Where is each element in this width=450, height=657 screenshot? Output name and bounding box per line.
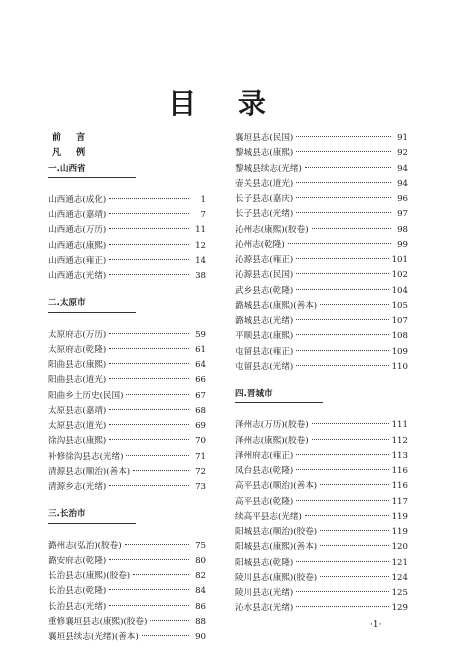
- toc-entry: [48, 193, 206, 208]
- toc-entry-title: 平顺县志(康熙): [235, 331, 294, 342]
- dot-leader: [109, 332, 189, 334]
- dot-leader: [312, 438, 389, 440]
- dot-leader: [296, 288, 388, 290]
- toc-entry-page: 71: [195, 451, 206, 462]
- section-heading: 三.长治市: [48, 507, 136, 523]
- toc-entry-title: 屯留县志(光绪): [235, 361, 294, 372]
- toc-entry: [235, 434, 408, 449]
- toc-entry-page: 129: [391, 603, 408, 614]
- toc-entry-title: 襄垣县续志(光绪)(善本): [48, 632, 139, 642]
- toc-entry-page: 125: [391, 588, 408, 598]
- section-list: [235, 131, 408, 375]
- toc-entry-title: 沁州志(康熙)(胶卷): [235, 224, 309, 235]
- toc-entry-title: 阳城县志(顺治)(胶卷): [235, 527, 318, 537]
- dot-leader: [125, 543, 189, 545]
- dot-leader: [133, 469, 189, 471]
- dot-leader: [296, 272, 388, 274]
- toc-entry: [48, 343, 206, 358]
- toc-entry-page: 119: [391, 527, 408, 537]
- toc-front-preface: 前 言: [52, 133, 92, 143]
- toc-entry: [48, 630, 206, 645]
- dot-leader: [109, 227, 189, 229]
- toc-entry-page: 84: [195, 586, 206, 597]
- toc-entry-page: 110: [391, 361, 408, 372]
- toc-entry-page: 124: [391, 572, 408, 583]
- toc-entry: [48, 465, 206, 480]
- toc-entry-title: 潞州志(弘治)(胶卷): [48, 540, 122, 551]
- dot-leader: [296, 196, 391, 198]
- toc-entry-page: 72: [195, 466, 206, 477]
- toc-entry-page: 116: [391, 481, 408, 492]
- toc-entry: [235, 253, 408, 268]
- toc-entry-page: 104: [391, 285, 408, 296]
- toc-entry: [235, 525, 408, 540]
- toc-entry-title: 潞安府志(乾隆): [48, 555, 107, 566]
- toc-entry: [235, 238, 408, 253]
- toc-entry: [48, 208, 206, 223]
- toc-entry: [48, 223, 206, 238]
- dot-leader: [296, 499, 388, 501]
- section-heading: 四.晋城市: [235, 387, 323, 403]
- toc-entry-title: 沁水县志(光绪): [235, 603, 294, 614]
- toc-entry: [235, 586, 408, 601]
- toc-entry-title: 壶关县志(道光): [235, 178, 294, 189]
- toc-entry-page: 67: [195, 390, 206, 401]
- dot-leader: [305, 514, 389, 516]
- toc-entry-page: 82: [195, 571, 206, 581]
- toc-entry: [48, 615, 206, 630]
- toc-entry-page: 14: [195, 255, 206, 266]
- toc-entry-title: 山西通志(光绪): [48, 271, 107, 281]
- dot-leader: [296, 590, 388, 592]
- toc-column-left: [48, 131, 206, 645]
- toc-entry-title: 山西通志(康熙): [48, 240, 107, 251]
- toc-entry-title: 阳曲县志(道光): [48, 375, 107, 386]
- toc-entry: [235, 284, 408, 299]
- toc-entry-page: 7: [200, 210, 206, 220]
- toc-entry: [235, 479, 408, 494]
- dot-leader: [296, 135, 391, 137]
- dot-leader: [109, 408, 189, 410]
- dot-leader: [109, 362, 189, 364]
- dot-leader: [109, 438, 189, 440]
- dot-leader: [296, 453, 388, 455]
- toc-entry-page: 96: [397, 194, 408, 204]
- section-list: [48, 539, 206, 646]
- toc-entry: [48, 358, 206, 373]
- toc-entry-title: 山西通志(雍正): [48, 255, 107, 266]
- dot-leader: [126, 454, 189, 456]
- dot-leader: [312, 227, 391, 229]
- toc-entry-title: 徐沟县志(康熙): [48, 436, 107, 447]
- dot-leader: [109, 243, 189, 245]
- toc-entry: [235, 345, 408, 360]
- toc-entry: [235, 162, 408, 177]
- toc-entry: [235, 495, 408, 510]
- section-heading: 二.太原市: [48, 296, 136, 312]
- dot-leader: [296, 605, 388, 607]
- toc-entry-title: 清源乡志(光绪): [48, 482, 107, 492]
- toc-entry: [48, 569, 206, 584]
- toc-entry: [235, 449, 408, 464]
- dot-leader: [296, 211, 391, 213]
- toc-entry-page: 97: [397, 209, 408, 220]
- toc-entry-page: 88: [195, 616, 206, 627]
- toc-entry-title: 太原府志(万历): [48, 329, 107, 340]
- toc-entry-page: 108: [391, 331, 408, 342]
- dot-leader: [312, 422, 389, 424]
- toc-entry-title: 陵川县志(光绪): [235, 588, 294, 598]
- toc-entry-title: 阳曲县志(康熙): [48, 360, 107, 370]
- dot-leader: [109, 347, 189, 349]
- toc-entry-page: 12: [195, 240, 206, 251]
- toc-entry-page: 70: [195, 436, 206, 447]
- dot-leader: [320, 529, 388, 531]
- toc-entry: [48, 450, 206, 465]
- section-heading: 一.山西省: [48, 162, 136, 178]
- toc-entry: [48, 554, 206, 569]
- dot-leader: [320, 544, 388, 546]
- toc-entry-page: 101: [391, 255, 408, 265]
- dot-leader: [296, 318, 388, 320]
- toc-entry: [235, 556, 408, 571]
- dot-leader: [296, 257, 388, 259]
- toc-entry-title: 陵川县志(康熙)(胶卷): [235, 572, 318, 583]
- toc-entry-page: 73: [195, 482, 206, 492]
- toc-entry: [235, 329, 408, 344]
- toc-entry: [235, 360, 408, 375]
- dot-leader: [305, 166, 391, 168]
- toc-entry: [48, 480, 206, 495]
- toc-entry-page: 109: [391, 346, 408, 357]
- toc-entry-page: 80: [195, 555, 206, 566]
- toc-entry: [48, 269, 206, 284]
- toc-entry-title: 屯留县志(雍正): [235, 346, 294, 357]
- toc-entry-page: 68: [195, 405, 206, 416]
- toc-entry-page: 66: [195, 375, 206, 386]
- dot-leader: [109, 604, 189, 606]
- toc-entry-title: 续高平县志(光绪): [235, 511, 302, 522]
- dot-leader: [320, 303, 388, 305]
- toc-entry: [235, 418, 408, 433]
- toc-entry-title: 沁源县志(雍正): [235, 255, 294, 265]
- toc-entry: [235, 131, 408, 146]
- page-number: ·1·: [370, 620, 382, 630]
- dot-leader: [296, 349, 388, 351]
- dot-leader: [109, 484, 189, 486]
- dot-leader: [142, 634, 189, 636]
- toc-entry: [48, 328, 206, 343]
- dot-leader: [150, 619, 189, 621]
- dot-leader: [126, 393, 189, 395]
- toc-entry-title: 高平县志(顺治)(善本): [235, 481, 318, 492]
- dot-leader: [296, 364, 388, 366]
- toc-entry-page: 11: [195, 225, 206, 236]
- toc-entry-page: 121: [391, 557, 408, 568]
- toc-entry-page: 120: [391, 542, 408, 553]
- toc-entry-title: 长子县志(嘉庆): [235, 194, 294, 204]
- toc-entry-page: 117: [391, 496, 408, 507]
- dot-leader: [109, 558, 189, 560]
- toc-entry-page: 91: [397, 133, 408, 143]
- toc-entry-page: 61: [195, 344, 206, 355]
- toc-entry: [48, 389, 206, 404]
- toc-entry-title: 潞城县志(康熙)(善本): [235, 300, 318, 311]
- toc-entry: [235, 540, 408, 555]
- toc-entry: [48, 239, 206, 254]
- dot-leader: [296, 181, 391, 183]
- toc-entry-page: 98: [397, 224, 408, 235]
- toc-entry-page: 1: [200, 194, 206, 205]
- toc-entry-title: 潞城县志(光绪): [235, 316, 294, 326]
- toc-entry-title: 重修襄垣县志(康熙)(胶卷): [48, 616, 148, 627]
- toc-entry-title: 长治县志(康熙)(胶卷): [48, 571, 131, 581]
- toc-entry-title: 山西通志(万历): [48, 225, 107, 236]
- toc-entry-title: 太原县志(道光): [48, 421, 107, 431]
- toc-entry-page: 112: [391, 435, 408, 446]
- toc-entry-page: 69: [195, 421, 206, 431]
- page-title: 目 录: [168, 87, 282, 120]
- toc-entry: [48, 434, 206, 449]
- toc-entry: [48, 539, 206, 554]
- toc-entry-page: 92: [397, 148, 408, 159]
- dot-leader: [109, 212, 189, 214]
- dot-leader: [109, 258, 189, 260]
- toc-entry: [235, 146, 408, 161]
- toc-entry-page: 59: [195, 329, 206, 340]
- toc-entry-title: 武乡县志(乾隆): [235, 285, 294, 296]
- dot-leader: [296, 560, 388, 562]
- toc-entry: [48, 373, 206, 388]
- toc-entry: [235, 299, 408, 314]
- toc-entry-page: 107: [391, 316, 408, 326]
- toc-entry: [235, 268, 408, 283]
- toc-column-right: [235, 131, 408, 617]
- toc-entry-page: 119: [391, 511, 408, 522]
- toc-entry-page: 94: [397, 163, 408, 174]
- toc-entry: [235, 192, 408, 207]
- dot-leader: [109, 197, 189, 199]
- toc-entry-title: 高平县志(乾隆): [235, 496, 294, 507]
- toc-entry-title: 襄垣县志(民国): [235, 133, 294, 143]
- toc-entry: [235, 571, 408, 586]
- toc-entry-page: 99: [397, 239, 408, 250]
- toc-entry: [235, 464, 408, 479]
- dot-leader: [109, 588, 189, 590]
- toc-entry-page: 94: [397, 178, 408, 189]
- toc-entry: [235, 223, 408, 238]
- dot-leader: [320, 483, 388, 485]
- toc-entry-title: 补修徐沟县志(光绪): [48, 451, 124, 462]
- toc-entry-title: 太原县志(嘉靖): [48, 405, 107, 416]
- toc-entry-title: 泽州志(康熙)(胶卷): [235, 435, 309, 446]
- toc-entry: [48, 584, 206, 599]
- toc-entry-title: 沁州志(乾隆): [235, 239, 285, 250]
- toc-entry: [48, 419, 206, 434]
- toc-entry-title: 清源县志(顺治)(善本): [48, 466, 131, 477]
- dot-leader: [296, 333, 388, 335]
- toc-entry-page: 86: [195, 601, 206, 612]
- toc-entry-title: 长子县志(光绪): [235, 209, 294, 220]
- toc-front-conventions: 凡 例: [52, 148, 92, 159]
- toc-entry: [235, 207, 408, 222]
- toc-entry-title: 长治县志(乾隆): [48, 586, 107, 597]
- dot-leader: [296, 468, 388, 470]
- dot-leader: [296, 150, 391, 152]
- toc-entry-title: 山西通志(成化): [48, 194, 107, 205]
- dot-leader: [109, 377, 189, 379]
- toc-entry-title: 泽州府志(雍正): [235, 450, 294, 461]
- toc-entry-title: 山西通志(嘉靖): [48, 210, 107, 220]
- toc-entry-page: 38: [195, 271, 206, 281]
- dot-leader: [320, 575, 388, 577]
- toc-entry-title: 长治县志(光绪): [48, 601, 107, 612]
- dot-leader: [109, 273, 189, 275]
- toc-entry-page: 111: [391, 420, 408, 431]
- toc-entry-title: 凤台县志(乾隆): [235, 466, 294, 476]
- section-list: [48, 328, 206, 496]
- dot-leader: [133, 573, 189, 575]
- toc-entry-title: 黎城县续志(光绪): [235, 163, 302, 174]
- dot-leader: [109, 423, 189, 425]
- toc-entry-page: 102: [391, 270, 408, 281]
- toc-entry: [48, 600, 206, 615]
- toc-entry-title: 阳城县志(康熙)(善本): [235, 542, 318, 553]
- toc-entry-page: 116: [391, 466, 408, 476]
- section-list: [48, 193, 206, 285]
- toc-entry: [48, 404, 206, 419]
- toc-entry-title: 阳曲乡土历史(民国): [48, 390, 124, 401]
- toc-entry: [235, 601, 408, 616]
- toc-entry-page: 90: [195, 632, 206, 642]
- toc-entry-page: 75: [195, 540, 206, 551]
- toc-entry: [235, 510, 408, 525]
- toc-entry-title: 沁源县志(民国): [235, 270, 294, 281]
- toc-entry: [235, 177, 408, 192]
- toc-entry-title: 泽州志(万历)(胶卷): [235, 420, 309, 431]
- toc-entry-page: 64: [195, 360, 206, 370]
- toc-entry-page: 105: [391, 300, 408, 311]
- dot-leader: [288, 242, 391, 244]
- toc-entry-title: 黎城县志(康熙): [235, 148, 294, 159]
- toc-entry: [235, 314, 408, 329]
- section-list: [235, 418, 408, 616]
- toc-entry-title: 太原府志(乾隆): [48, 344, 107, 355]
- toc-entry: [48, 254, 206, 269]
- toc-entry-page: 113: [391, 450, 408, 461]
- toc-entry-title: 阳城县志(乾隆): [235, 557, 294, 568]
